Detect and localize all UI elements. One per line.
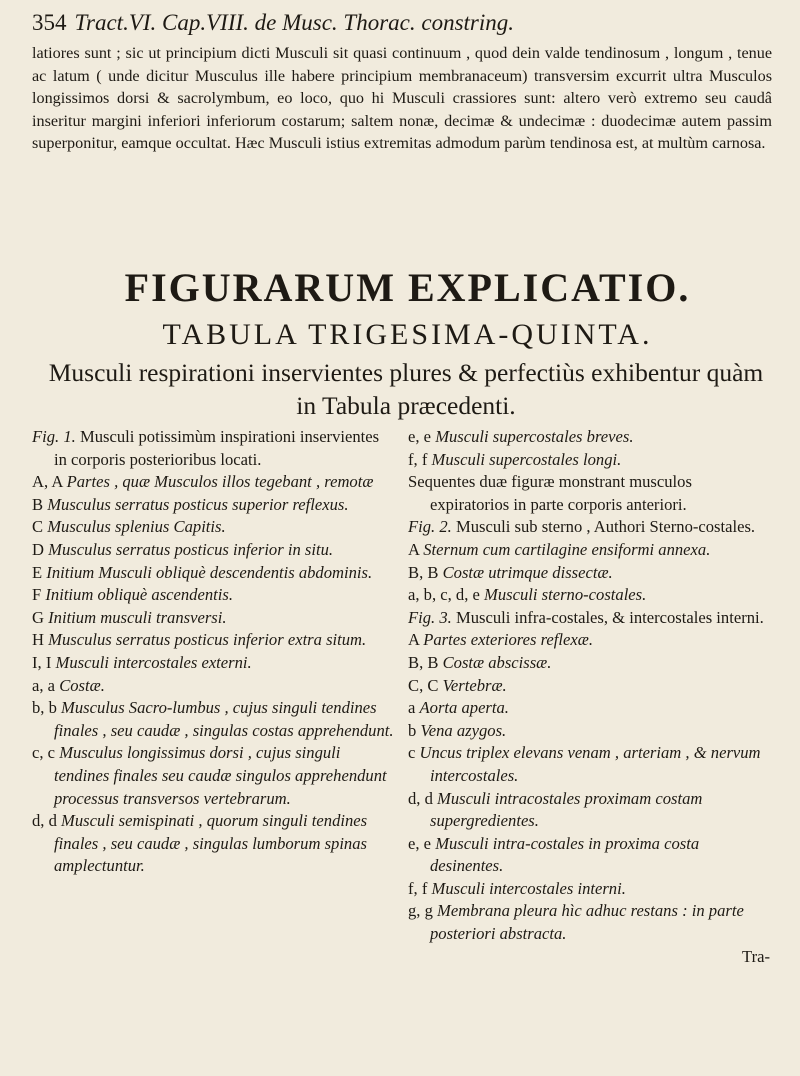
entry-text: Partes , quæ Musculos illos tegebant , remotæ bbox=[66, 472, 374, 492]
entry-text: Vertebræ. bbox=[442, 675, 507, 695]
entry-text: Costæ abscissæ. bbox=[442, 652, 552, 672]
entry-text: Musculi semispinati , quorum singuli tendines finales , seu caudæ , singulas lumborum spinas amplectuntur. bbox=[54, 811, 368, 876]
entry-text: Initium obliquè ascendentis. bbox=[45, 585, 233, 605]
page-number: 354 bbox=[32, 10, 67, 35]
entry-text: Musculi intercostales interni. bbox=[431, 878, 626, 898]
entry-text: Vena azygos. bbox=[420, 720, 507, 740]
left_column-entry bbox=[32, 742, 394, 810]
left_column-entry bbox=[32, 471, 394, 494]
entry-label: G bbox=[32, 607, 44, 627]
entry-text: Aorta aperta. bbox=[419, 698, 509, 718]
entry-text: Initium Musculi obliquè descendentis abdominis. bbox=[46, 562, 373, 582]
entry-label: d, d bbox=[32, 811, 57, 831]
entry-label: C, C bbox=[408, 675, 439, 695]
entry-text: Uncus triplex elevans venam , arteriam , & nervum intercostales. bbox=[419, 743, 761, 785]
right_column-entry bbox=[408, 900, 770, 945]
entry-text: Musculi infra-costales, & intercostales interni. bbox=[455, 607, 764, 627]
left_column-entry bbox=[32, 607, 394, 630]
entry-text: Costæ utrimque dissectæ. bbox=[442, 562, 613, 582]
left_column-entry bbox=[32, 629, 394, 652]
section-heading: FIGURARUM EXPLICATIO. bbox=[124, 265, 691, 310]
right_column-entry bbox=[408, 584, 770, 607]
right_column-entry bbox=[408, 539, 770, 562]
entry-text: Musculus serratus posticus inferior extra situm. bbox=[48, 630, 367, 650]
left_column-entry bbox=[32, 539, 394, 562]
intro-text: latiores sunt ; sic ut principium dicti Musculi sit quasi continuum , quod dein valde tendinosum , longum , tenue ac latum ( unde dicitur Musculus ille habere principium membranaceum) transversim excurrit ultra Musculos longissimos dorsi & sacrolymbum, eo loco, quo hi Musculi crassiores sunt: altero verò extremo seu caudâ inseritur margini inferiori inferiorum costarum; saltem nonæ, decimæ & undecimæ : duodecimæ autem passim superponitur, eamque occultat. Hæc Musculi istius extremitas admodum parùm tendinosa est, at multùm carnosa. bbox=[32, 44, 772, 153]
entry-text: Initium musculi transversi. bbox=[48, 607, 227, 627]
entry-text: Musculi supercostales longi. bbox=[431, 449, 622, 469]
left_column-entry bbox=[32, 810, 394, 878]
entry-label: f, f bbox=[408, 449, 428, 469]
entry-label: e, e bbox=[408, 833, 432, 853]
entry-text: Musculi supercostales breves. bbox=[435, 427, 634, 446]
entry-label: D bbox=[32, 539, 44, 559]
intro-paragraph bbox=[32, 42, 772, 155]
entry-text: Sternum cum cartilagine ensiformi annexa. bbox=[423, 539, 711, 559]
entry-text: Musculi sterno-costales. bbox=[484, 585, 647, 605]
lead-text: Musculi respirationi inservientes plures & perfectiùs exhibentur quàm in Tabula præcedenti. bbox=[48, 358, 764, 420]
entry-text: Partes exteriores reflexæ. bbox=[423, 630, 593, 650]
entry-label: F bbox=[32, 585, 42, 605]
entry-label: c, c bbox=[32, 743, 56, 763]
right_column-entry bbox=[408, 426, 770, 449]
right_column-entry bbox=[408, 742, 770, 787]
entry-text: Musculus serratus posticus inferior in situ. bbox=[48, 539, 334, 559]
left_column-entry bbox=[32, 426, 394, 471]
running-head bbox=[32, 8, 772, 38]
entry-label: f, f bbox=[408, 878, 428, 898]
entry-text: Musculi intercostales externi. bbox=[55, 652, 252, 672]
entry-label: I, I bbox=[32, 652, 52, 672]
entry-label: a, a bbox=[32, 675, 56, 695]
right_column-entry bbox=[408, 562, 770, 585]
entry-text: Musculus longissimus dorsi , cujus singuli tendines finales seu caudæ singulos apprehendunt processus transversos vertebrarum. bbox=[54, 743, 387, 808]
right_column-entry bbox=[408, 516, 770, 539]
entry-label: b, b bbox=[32, 698, 57, 718]
right_column-entry bbox=[408, 607, 770, 630]
entry-label: a bbox=[408, 698, 416, 718]
table-heading: TABULA TRIGESIMA-QUINTA. bbox=[162, 318, 653, 351]
right_column-entry bbox=[408, 878, 770, 901]
entry-text: Sequentes duæ figuræ monstrant musculos expiratorios in parte corporis anteriori. bbox=[408, 472, 692, 514]
entry-label: B, B bbox=[408, 652, 439, 672]
entry-label: A, A bbox=[32, 472, 63, 492]
entry-label: a, b, c, d, e bbox=[408, 585, 480, 605]
right_column-entry bbox=[408, 652, 770, 675]
left_column-entry bbox=[32, 675, 394, 698]
entry-label: B, B bbox=[408, 562, 439, 582]
entry-text: Musculus serratus posticus superior reflexus. bbox=[47, 494, 349, 514]
running-title: Tract.VI. Cap.VIII. de Musc. Thorac. constring. bbox=[74, 10, 515, 35]
right-column bbox=[408, 426, 770, 968]
entry-label: Fig. 3. bbox=[408, 607, 452, 627]
left_column-entry bbox=[32, 697, 394, 742]
entry-label: E bbox=[32, 562, 43, 582]
entry-label: e, e bbox=[408, 427, 432, 446]
entry-text: Musculi potissimùm inspirationi inservientes in corporis posterioribus locati. bbox=[54, 427, 380, 469]
right_column-entry bbox=[408, 833, 770, 878]
catchword: Tra- bbox=[742, 946, 770, 966]
right_column-entry bbox=[408, 788, 770, 833]
entry-label: B bbox=[32, 494, 44, 514]
entry-text: Musculi intracostales proximam costam supergredientes. bbox=[430, 788, 703, 831]
entry-label: H bbox=[32, 630, 44, 650]
right_column-entry bbox=[408, 471, 770, 516]
entry-label: A bbox=[408, 630, 420, 650]
entry-label: c bbox=[408, 743, 416, 763]
left_column-entry bbox=[32, 584, 394, 607]
entry-label: g, g bbox=[408, 901, 433, 921]
entry-text: Musculi intra-costales in proxima costa desinentes. bbox=[430, 833, 700, 876]
left_column-entry bbox=[32, 652, 394, 675]
left_column-entry bbox=[32, 516, 394, 539]
entry-label: b bbox=[408, 720, 417, 740]
entry-label: Fig. 1. bbox=[32, 427, 76, 446]
right_column-entry bbox=[408, 697, 770, 720]
entry-text: Musculus Sacro-lumbus , cujus singuli tendines finales , seu caudæ , singulas costas apprehendunt. bbox=[54, 698, 394, 740]
right_column-entry bbox=[408, 720, 770, 743]
entry-label: Fig. 2. bbox=[408, 517, 452, 537]
left_column-entry bbox=[32, 494, 394, 517]
right_column-entry bbox=[408, 449, 770, 472]
left-column bbox=[32, 426, 394, 878]
entry-label: C bbox=[32, 517, 44, 537]
entry-text: Costæ. bbox=[59, 675, 105, 695]
entry-label: d, d bbox=[408, 788, 433, 808]
entry-text: Membrana pleura hìc adhuc restans : in parte posteriori abstracta. bbox=[430, 901, 744, 944]
left_column-entry bbox=[32, 562, 394, 585]
right_column-entry bbox=[408, 675, 770, 698]
right_column-entry bbox=[408, 629, 770, 652]
entry-text: Musculi sub sterno , Authori Sterno-costales. bbox=[455, 517, 756, 537]
entry-text: Musculus splenius Capitis. bbox=[47, 517, 226, 537]
entry-label: A bbox=[408, 539, 420, 559]
